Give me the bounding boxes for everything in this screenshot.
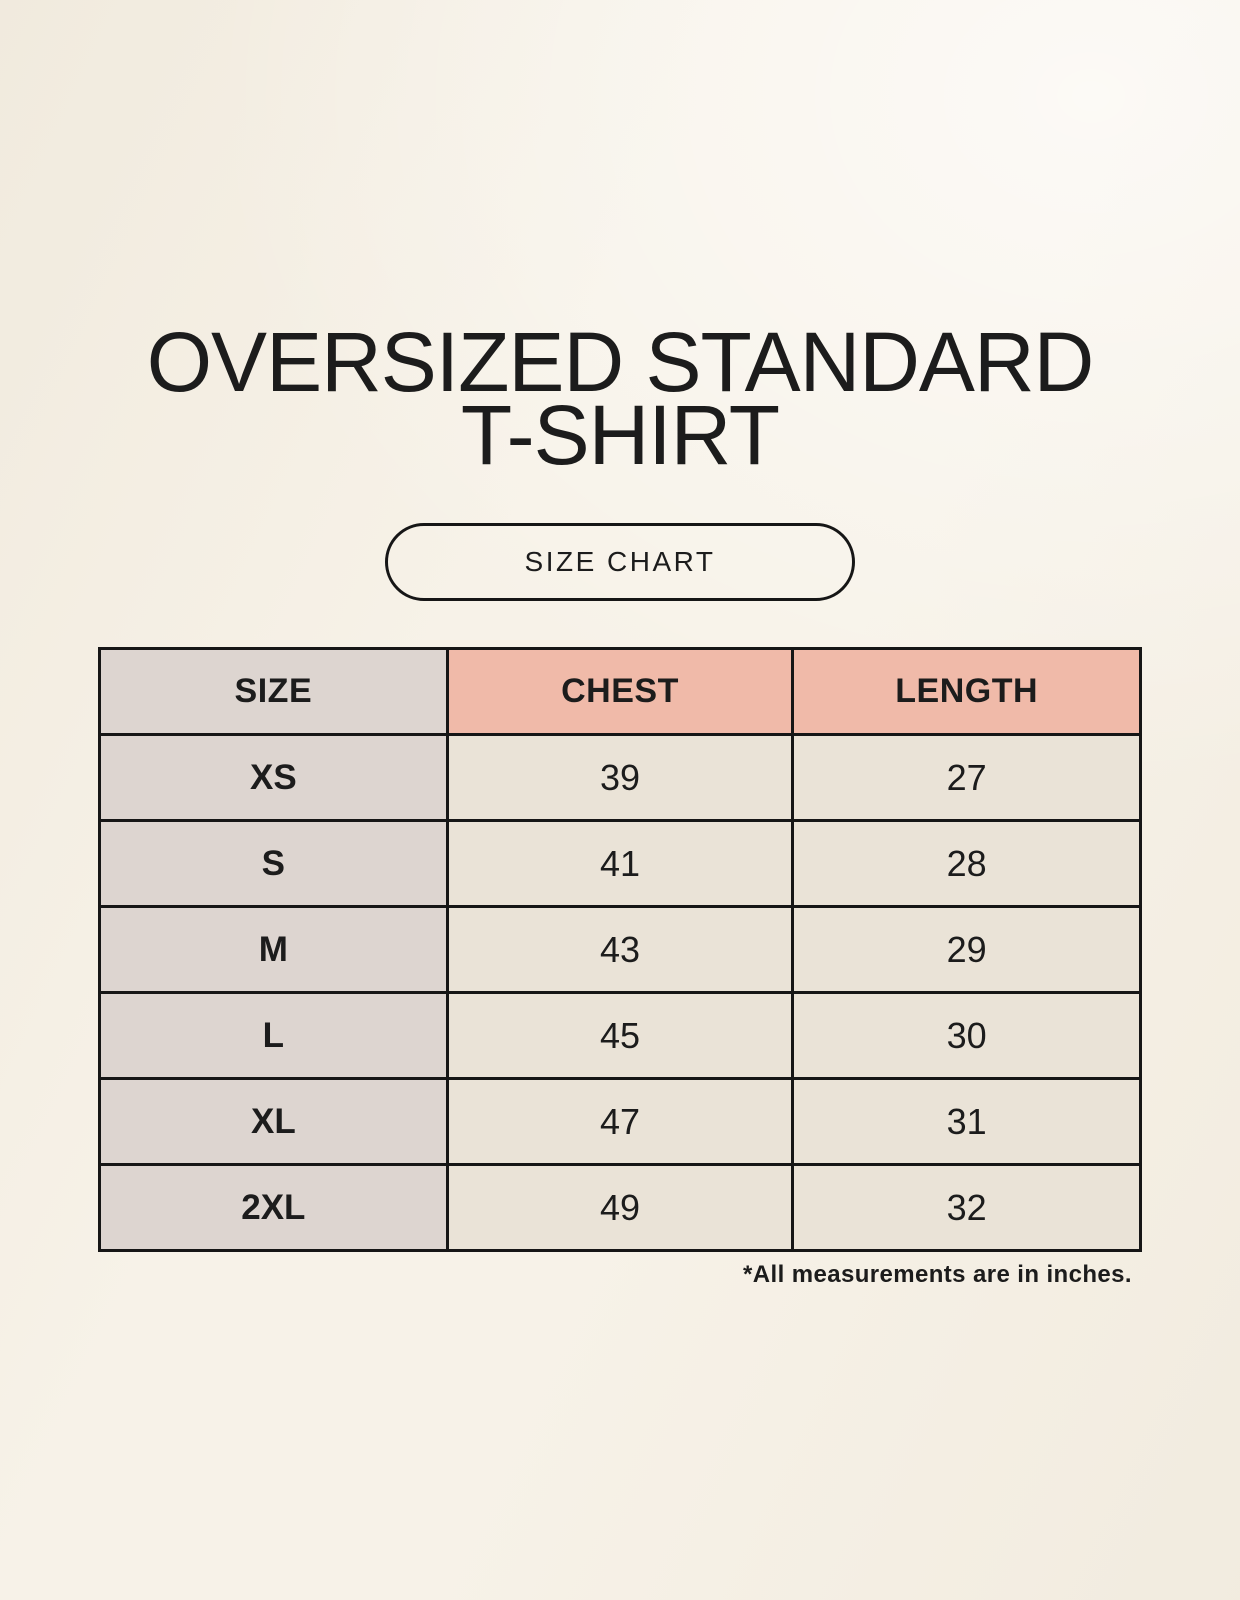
chest-cell: 39 <box>447 735 793 821</box>
chest-cell: 43 <box>447 907 793 993</box>
chest-cell: 47 <box>447 1079 793 1165</box>
chest-cell: 49 <box>447 1165 793 1251</box>
length-cell: 31 <box>793 1079 1141 1165</box>
measurements-footnote: *All measurements are in inches. <box>743 1261 1132 1289</box>
length-cell: 28 <box>793 821 1141 907</box>
length-cell: 32 <box>793 1165 1141 1251</box>
length-cell: 27 <box>793 735 1141 821</box>
size-cell: XS <box>100 735 448 821</box>
size-chart-badge <box>385 523 855 601</box>
size-cell: M <box>100 907 448 993</box>
length-cell: 30 <box>793 993 1141 1079</box>
table-row <box>100 821 1141 907</box>
size-cell: L <box>100 993 448 1079</box>
size-cell: XL <box>100 1079 448 1165</box>
table-row <box>100 1165 1141 1251</box>
size-cell: S <box>100 821 448 907</box>
chest-cell: 45 <box>447 993 793 1079</box>
table-row <box>100 735 1141 821</box>
column-header-size: SIZE <box>100 649 448 735</box>
table-row <box>100 1079 1141 1165</box>
column-header-chest: CHEST <box>447 649 793 735</box>
size-chart-table <box>98 647 1142 1252</box>
chest-cell: 41 <box>447 821 793 907</box>
page-title-line1: OVERSIZED STANDARD <box>146 315 1094 409</box>
table-row <box>100 993 1141 1079</box>
page-title <box>0 315 1240 483</box>
size-chart-badge-label: SIZE CHART <box>524 546 716 578</box>
page-title-line2: T-SHIRT <box>460 388 780 483</box>
size-cell: 2XL <box>100 1165 448 1251</box>
column-header-length: LENGTH <box>793 649 1141 735</box>
table-row <box>100 907 1141 993</box>
length-cell: 29 <box>793 907 1141 993</box>
table-header-row <box>100 649 1141 735</box>
